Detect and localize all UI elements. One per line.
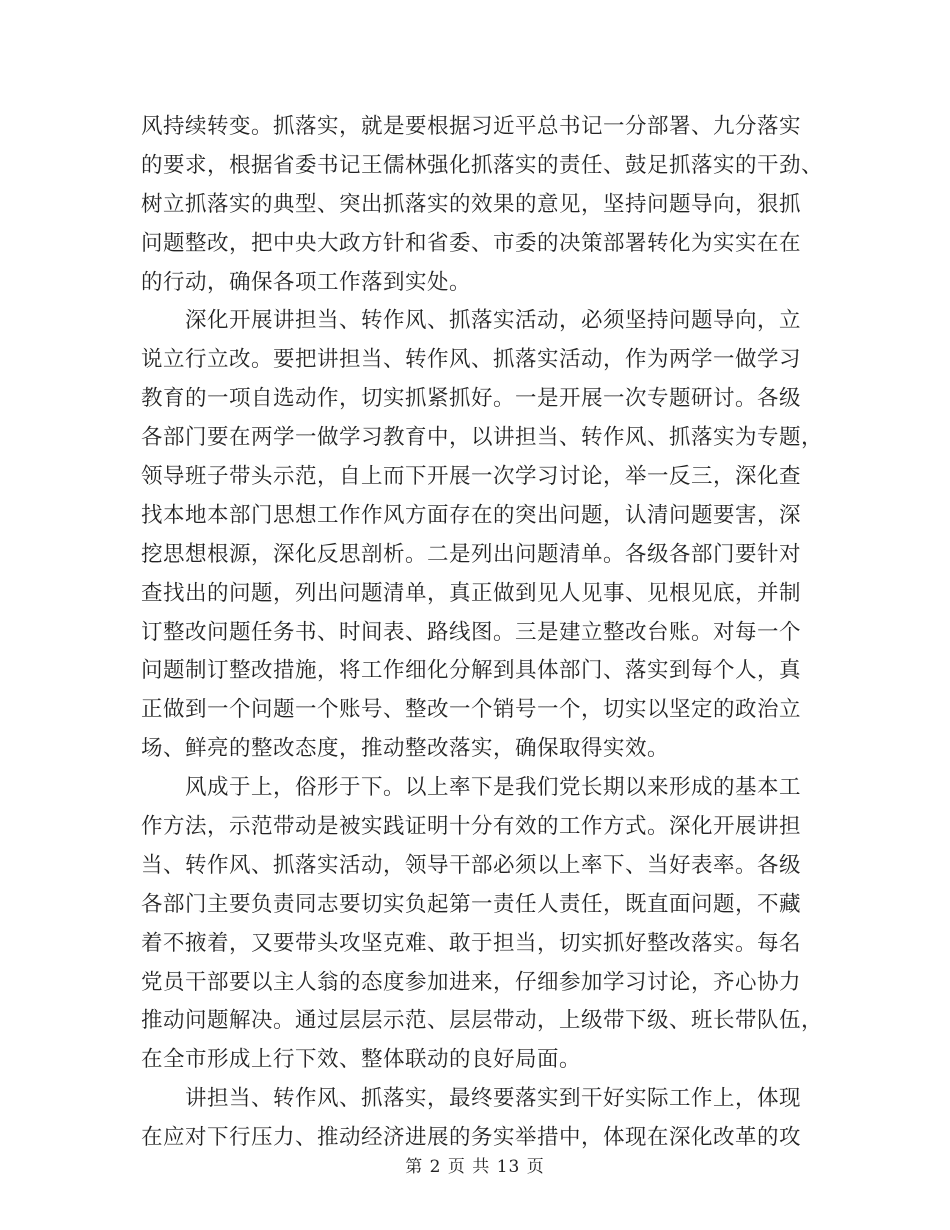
text-line: 正做到一个问题一个账号、整改一个销号一个，切实以坚定的政治立: [141, 697, 802, 723]
text-line: 当、转作风、抓落实活动，领导干部必须以上率下、当好表率。各级: [141, 852, 802, 878]
text-line: 着不掖着，又要带头攻坚克难、敢于担当，切实抓好整改落实。每名: [141, 930, 802, 956]
text-line: 推动问题解决。通过层层示范、层层带动，上级带下级、班长带队伍，: [141, 1008, 824, 1034]
text-line: 教育的一项自选动作，切实抓紧抓好。一是开展一次专题研讨。各级: [141, 386, 802, 412]
text-line: 各部门要在两学一做学习教育中，以讲担当、转作风、抓落实为专题，: [141, 425, 824, 451]
text-line: 说立行立改。要把讲担当、转作风、抓落实活动，作为两学一做学习: [141, 347, 802, 373]
text-line: 树立抓落实的典型、突出抓落实的效果的意见，坚持问题导向，狠抓: [141, 191, 802, 217]
text-line: 的要求，根据省委书记王儒林强化抓落实的责任、鼓足抓落实的干劲、: [141, 152, 824, 178]
text-line: 问题整改，把中央大政方针和省委、市委的决策部署转化为实实在在: [141, 230, 802, 256]
page-number-footer: 第 2 页 共 13 页: [405, 1157, 545, 1177]
paragraph: [141, 769, 824, 1080]
text-line: 领导班子带头示范，自上而下开展一次学习讨论，举一反三，深化查: [141, 464, 802, 490]
text-line: 找本地本部门思想工作作风方面存在的突出问题，认清问题要害，深: [141, 502, 802, 528]
text-line: 各部门主要负责同志要切实负起第一责任人责任，既直面问题，不藏: [141, 891, 802, 917]
text-line: 问题制订整改措施，将工作细化分解到具体部门、落实到每个人，真: [141, 658, 802, 684]
text-line: 挖思想根源，深化反思剖析。二是列出问题清单。各级各部门要针对: [141, 541, 802, 567]
text-line: 的行动，确保各项工作落到实处。: [141, 269, 472, 295]
text-line: 讲担当、转作风、抓落实，最终要落实到干好实际工作上，体现: [141, 1086, 802, 1112]
paragraph: [141, 1080, 809, 1158]
text-line: 风持续转变。抓落实，就是要根据习近平总书记一分部署、九分落实: [141, 114, 802, 139]
text-line: 查找出的问题，列出问题清单，真正做到见人见事、见根见底，并制: [141, 580, 802, 606]
text-line: 场、鲜亮的整改态度，推动整改落实，确保取得实效。: [141, 736, 670, 762]
paragraph: [141, 108, 824, 302]
text-line: 党员干部要以主人翁的态度参加进来，仔细参加学习讨论，齐心协力: [141, 969, 802, 995]
text-line: 风成于上，俗形于下。以上率下是我们党长期以来形成的基本工: [141, 775, 802, 801]
text-line: 订整改问题任务书、时间表、路线图。三是建立整改台账。对每一个: [141, 619, 802, 645]
paragraph: [141, 302, 824, 769]
text-line: 深化开展讲担当、转作风、抓落实活动，必须坚持问题导向，立: [141, 308, 802, 334]
text-line: 在应对下行压力、推动经济进展的务实举措中，体现在深化改革的攻: [141, 1125, 802, 1151]
text-line: 作方法，示范带动是被实践证明十分有效的工作方式。深化开展讲担: [141, 814, 802, 840]
document-body: [141, 108, 824, 1158]
text-line: 在全市形成上行下效、整体联动的良好局面。: [141, 1047, 582, 1073]
